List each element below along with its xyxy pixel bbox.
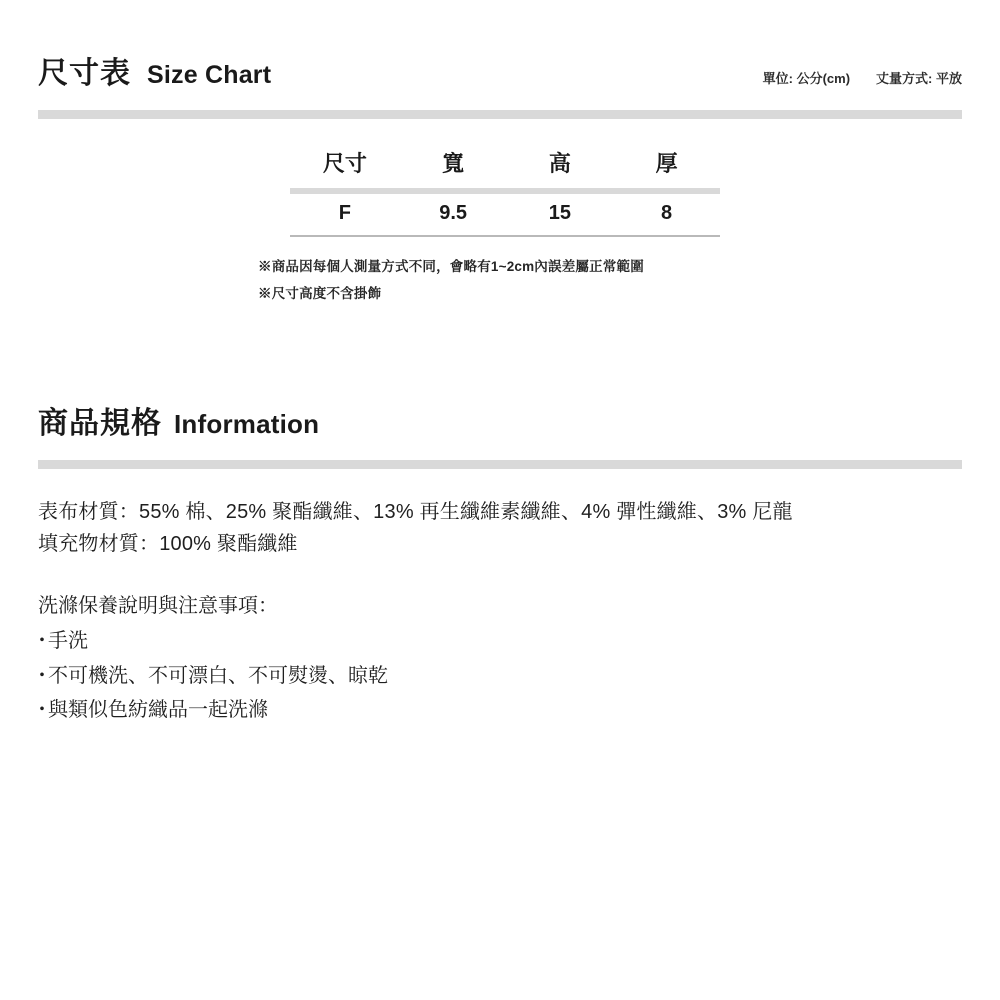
size-chart-title-en: Size Chart	[147, 61, 272, 89]
list-item	[32, 624, 962, 658]
bullet-icon: ・	[32, 664, 52, 687]
size-table-header-cell: 厚	[655, 151, 678, 176]
care-instructions-title: 洗滌保養說明與注意事項：	[38, 595, 278, 618]
list-item	[32, 693, 962, 727]
information-divider	[38, 460, 962, 469]
list-item-label: 手洗	[48, 630, 88, 653]
size-chart-note: ※商品因每個人測量方式不同，會略有1~2cm內誤差屬正常範圍	[258, 259, 644, 274]
size-chart-title-cn: 尺寸表	[38, 57, 131, 90]
size-table-cell: F	[338, 202, 351, 224]
table-row	[290, 191, 720, 236]
size-chart-meta	[763, 68, 962, 87]
spacer	[38, 560, 962, 590]
list-item-label: 與類似色紡織品一起洗滌	[48, 698, 268, 721]
information-title-cn: 商品規格	[38, 407, 162, 440]
size-table-head	[290, 141, 720, 191]
care-instructions-list	[32, 624, 962, 727]
size-table-header-cell: 寬	[442, 151, 465, 176]
filling-material-line: 填充物材質：100% 聚酯纖維	[38, 532, 298, 555]
size-chart-divider	[38, 110, 962, 119]
size-table-body	[290, 191, 720, 236]
bullet-icon: ・	[32, 698, 52, 721]
information-header	[0, 398, 1000, 442]
size-table	[290, 141, 720, 237]
information-section	[0, 398, 1000, 727]
size-table-cell: 8	[661, 202, 673, 224]
size-chart-section	[0, 0, 1000, 307]
table-header-row	[290, 141, 720, 191]
size-chart-unit: 單位: 公分(cm)	[762, 71, 851, 86]
size-table-header-cell: 高	[548, 151, 571, 176]
size-chart-method: 丈量方式: 平放	[876, 71, 962, 86]
size-chart-notes	[0, 253, 1000, 307]
fabric-material-line: 表布材質：55% 棉、25% 聚酯纖維、13% 再生纖維素纖維、4% 彈性纖維、3% 尼龍	[38, 501, 793, 523]
size-chart-note: ※尺寸高度不含掛飾	[258, 286, 382, 301]
size-table-cell: 15	[548, 202, 571, 224]
size-table-cell: 9.5	[439, 202, 468, 224]
list-item	[32, 659, 962, 693]
size-table-header-cell: 尺寸	[322, 151, 367, 176]
bullet-icon: ・	[32, 630, 52, 653]
information-title-en: Information	[174, 409, 320, 439]
size-table-wrapper	[0, 141, 1000, 237]
list-item-label: 不可機洗、不可漂白、不可熨燙、晾乾	[48, 664, 388, 687]
size-chart-header	[0, 48, 1000, 92]
information-body	[0, 497, 1000, 727]
